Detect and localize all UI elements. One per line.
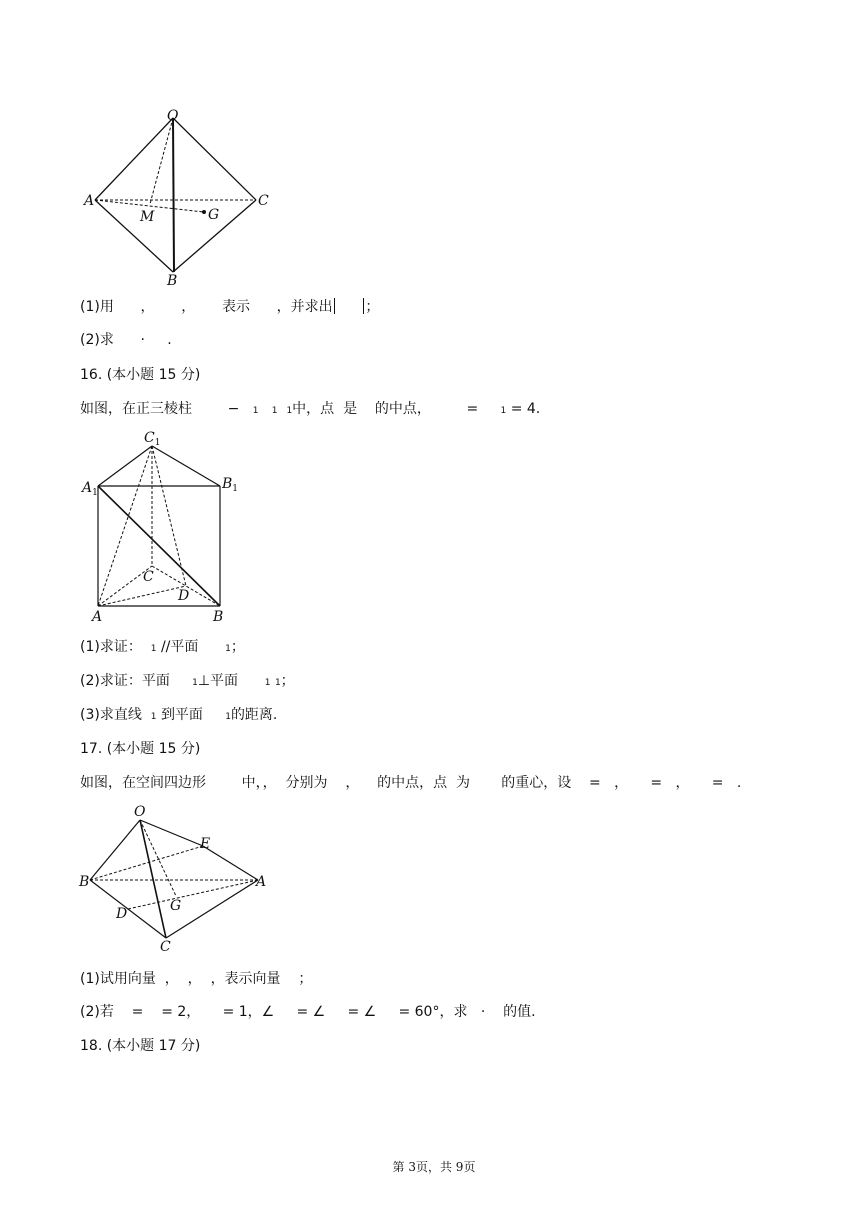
- label-a: A: [256, 874, 267, 890]
- label-o: O: [167, 108, 179, 124]
- label-b: B: [79, 874, 90, 890]
- label-g: G: [170, 898, 182, 914]
- label-o: O: [134, 804, 146, 820]
- abs-bar-left: [334, 298, 335, 314]
- q16-stem: 如图，在正三棱柱 − 1 1 1中，点 是 的中点， = 1 = 4.: [80, 401, 541, 417]
- label-c: C: [160, 939, 171, 955]
- label-e: E: [200, 836, 211, 852]
- q17-part2: (2)若 = = 2， = 1，∠ = ∠ = ∠ = 60°，求 · 的值.: [80, 1004, 536, 1020]
- figure-spatial-quadrilateral: [78, 800, 278, 955]
- label-g: G: [208, 207, 220, 223]
- label-a: A: [84, 193, 95, 209]
- label-b1: $B_1$: [222, 476, 239, 494]
- q16-header: 16. (本小题 15 分): [80, 367, 201, 383]
- q15-part2: (2)求 · .: [80, 332, 172, 348]
- label-c1: $C_1$: [144, 430, 161, 448]
- q17-part1: (1)试用向量 ， ， ，表示向量 ；: [80, 971, 313, 987]
- q17-stem: 如图，在空间四边形 中，， 分别为 ， 的中点，点 为 的重心，设 = ， = ， = .: [80, 775, 742, 791]
- label-c: C: [258, 193, 269, 209]
- label-d: D: [178, 588, 190, 604]
- label-a1: $A_1$: [82, 480, 98, 498]
- q16-part1: (1)求证： 1 //平面 1；: [80, 639, 245, 655]
- q18-header: 18. (本小题 17 分): [80, 1038, 201, 1054]
- label-b: B: [213, 609, 224, 625]
- label-m: M: [140, 209, 155, 225]
- label-b: B: [167, 273, 178, 288]
- label-c: C: [143, 569, 154, 585]
- label-a: A: [92, 609, 103, 625]
- q17-header: 17. (本小题 15 分): [80, 741, 201, 757]
- label-d: D: [116, 906, 128, 922]
- q16-part2: (2)求证：平面 1⊥平面 1 1；: [80, 673, 295, 689]
- page-footer: 第 3页，共 9页: [392, 1160, 476, 1174]
- figure-triangular-prism: [80, 426, 250, 626]
- q16-part3: (3)求直线 1 到平面 1的距离.: [80, 707, 278, 723]
- figure-tetrahedron-oabc: [80, 106, 280, 288]
- q15-part1: (1)用 ， ， 表示 ，并求出 ；: [80, 299, 380, 315]
